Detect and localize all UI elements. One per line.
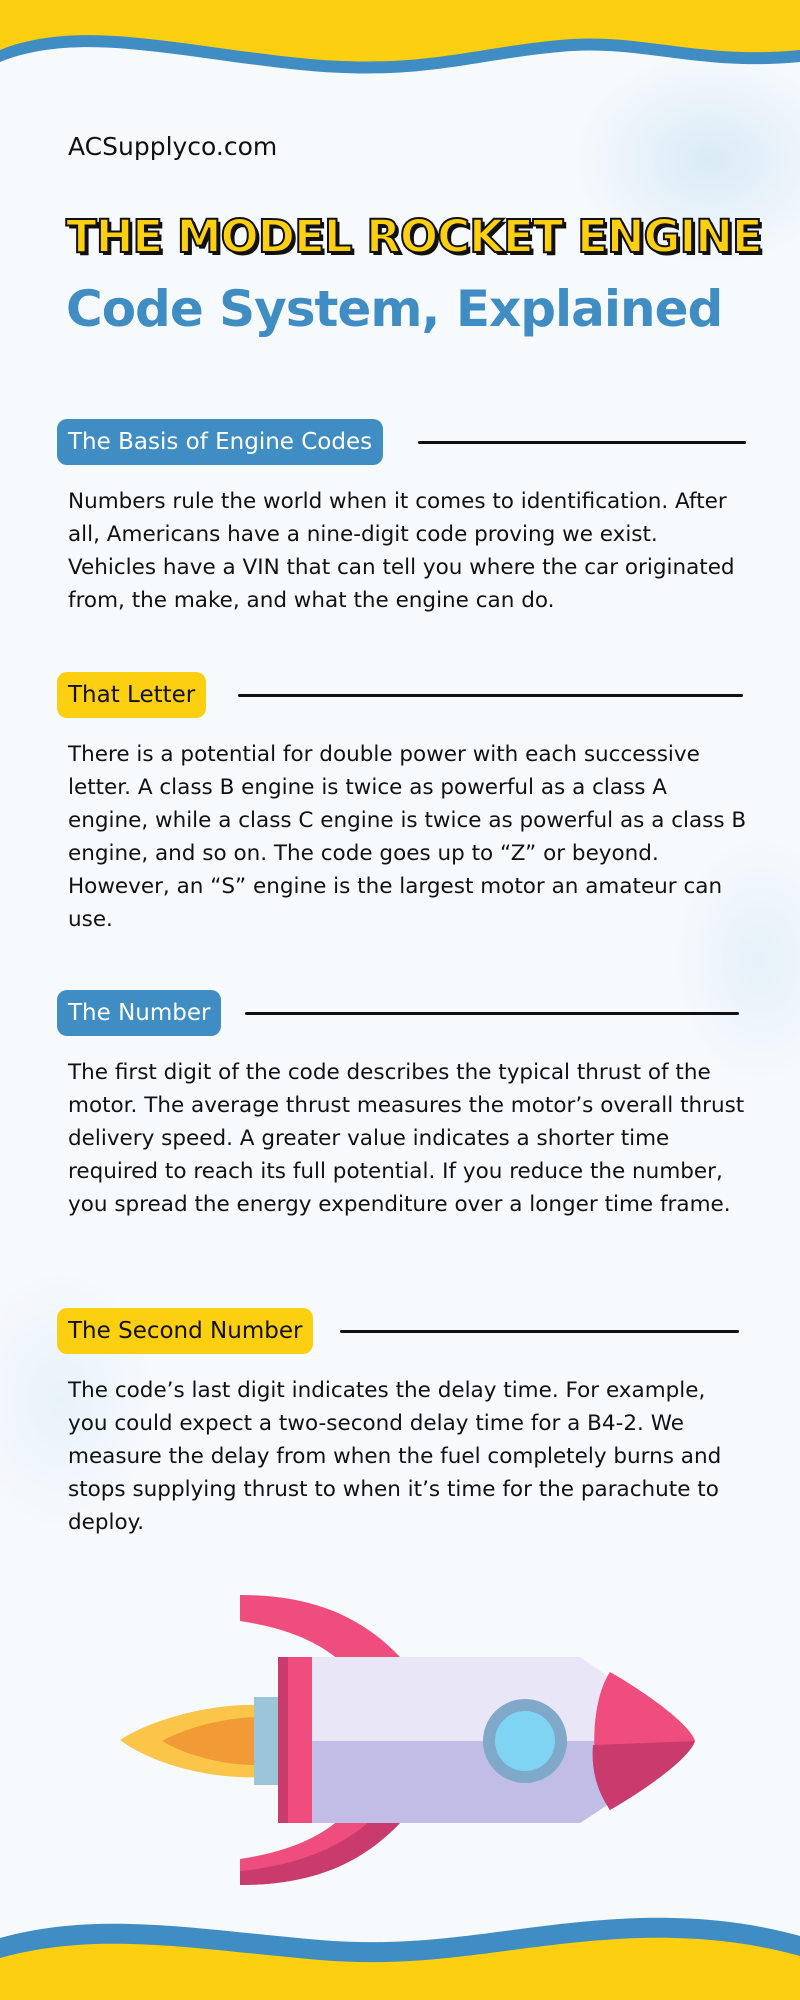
section-heading: The Second Number xyxy=(57,1308,313,1354)
section-body: The first digit of the code describes the typical thrust of the motor. The average thrust measures the motor’s overall thrust delivery speed. A greater value indicates a shorter time required to reach its full potential. If you reduce the number, you spread the energy expenditure over a longer time frame. xyxy=(68,1060,745,1217)
bottom-wave-decoration xyxy=(0,1900,800,2000)
divider-line xyxy=(238,694,743,697)
section-body: There is a potential for double power with each successive letter. A class B engine is twice as powerful as a class A engine, while a class C engine is twice as powerful as a class B engine, and so on. The code goes up to “Z” or beyond. However, an “S” engine is the largest motor an amateur can use. xyxy=(68,742,747,932)
rocket-icon xyxy=(110,1595,710,1885)
section-heading: The Basis of Engine Codes xyxy=(57,419,383,465)
divider-line xyxy=(245,1012,739,1015)
page-title-line-2: Code System, Explained xyxy=(66,280,723,338)
top-wave-decoration xyxy=(0,0,800,100)
brand-name: ACSupplyco.com xyxy=(68,132,278,161)
section-heading: The Number xyxy=(57,990,221,1036)
section-body: The code’s last digit indicates the delay time. For example, you could expect a two-second delay time for a B4-2. We measure the delay from when the fuel completely burns and stops supplying thrust to when it’s time for the parachute to deploy. xyxy=(68,1378,722,1535)
section-body: Numbers rule the world when it comes to identification. After all, Americans have a nine-digit code proving we exist. Vehicles have a VIN that can tell you where the car originated from, the make, and what the engine can do. xyxy=(68,489,735,613)
divider-line xyxy=(418,441,746,444)
section-heading: That Letter xyxy=(57,672,206,718)
divider-line xyxy=(340,1330,739,1333)
page-title-line-1: THE MODEL ROCKET ENGINE xyxy=(66,210,762,263)
